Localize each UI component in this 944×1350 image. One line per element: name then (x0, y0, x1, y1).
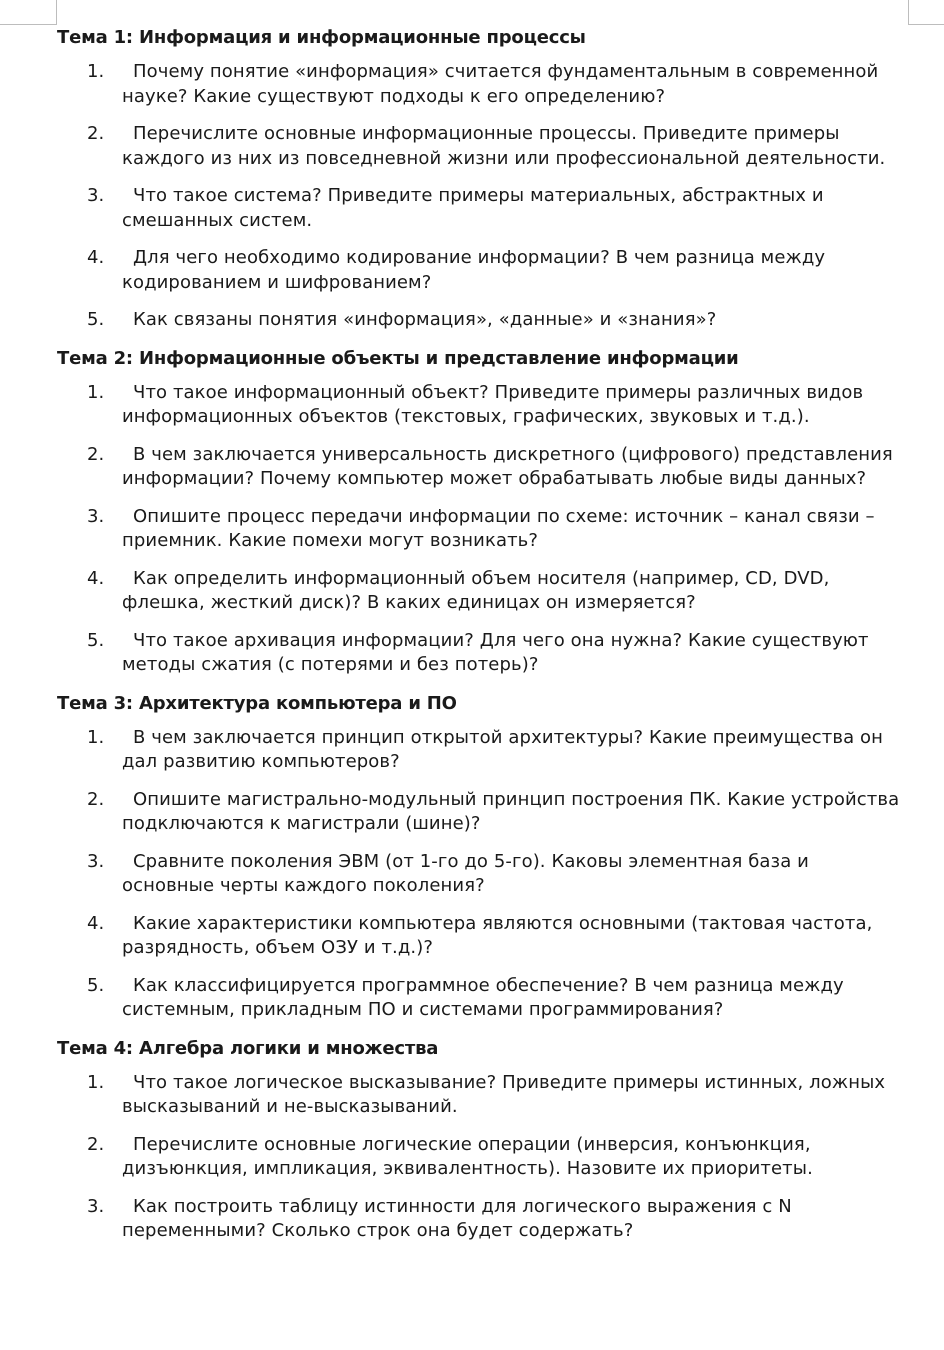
question-number: 5. (87, 309, 105, 330)
question-text: Перечислите основные логические операции (инверсия, конъюнкция, дизъюнкция, импликация, эквивалентность). Назовите их приоритеты. (122, 1133, 813, 1179)
question-item (57, 1071, 902, 1120)
section-title: Тема 2: Информационные объекты и представление информации (57, 347, 739, 369)
question-text: В чем заключается универсальность дискретного (цифрового) представления информации? Почему компьютер может обрабатывать любые виды данных? (122, 443, 893, 489)
question-text: Что такое система? Приведите примеры материальных, абстрактных и смешанных систем. (122, 185, 824, 231)
question-text: Опишите процесс передачи информации по схеме: источник – канал связи – приемник. Какие помехи могут возникать? (122, 505, 875, 551)
question-number: 3. (87, 505, 105, 527)
question-number: 4. (87, 567, 105, 589)
question-item (57, 443, 902, 492)
question-number: 3. (87, 850, 105, 872)
question-number: 3. (87, 185, 105, 206)
section-topic-3 (57, 691, 902, 1023)
question-number: 2. (87, 788, 105, 810)
question-number: 1. (87, 61, 105, 82)
question-text: Что такое логическое высказывание? Приведите примеры истинных, ложных высказываний и не-высказываний. (122, 1071, 886, 1117)
question-item (57, 246, 902, 295)
question-list (57, 60, 902, 333)
question-text: Какие характеристики компьютера являются основными (тактовая частота, разрядность, объем ОЗУ и т.д.)? (122, 912, 873, 958)
question-text: Сравните поколения ЭВМ (от 1-го до 5-го). Каковы элементная база и основные черты каждого поколения? (122, 850, 809, 896)
question-number: 3. (87, 1195, 105, 1217)
question-text: Перечислите основные информационные процессы. Приведите примеры каждого из них из повседневной жизни или профессиональной деятельности. (122, 123, 886, 169)
question-number: 5. (87, 974, 105, 996)
question-list (57, 1071, 902, 1244)
question-item (57, 567, 902, 616)
question-item (57, 381, 902, 430)
section-title: Тема 3: Архитектура компьютера и ПО (57, 692, 457, 714)
question-item (57, 974, 902, 1023)
question-item (57, 788, 902, 837)
question-number: 5. (87, 629, 105, 651)
question-text: Для чего необходимо кодирование информации? В чем разница между кодированием и шифрованием? (122, 247, 826, 293)
question-list (57, 726, 902, 1023)
question-list (57, 381, 902, 678)
question-number: 2. (87, 443, 105, 465)
question-number: 1. (87, 1071, 105, 1093)
section-topic-4 (57, 1036, 902, 1244)
question-text: Опишите магистрально-модульный принцип построения ПК. Какие устройства подключаются к магистрали (шине)? (122, 788, 900, 834)
question-number: 4. (87, 912, 105, 934)
crop-mark-top-right (908, 0, 944, 25)
question-item (57, 505, 902, 554)
question-number: 1. (87, 381, 105, 403)
question-item (57, 850, 902, 899)
section-title: Тема 4: Алгебра логики и множества (57, 1037, 439, 1059)
question-number: 4. (87, 247, 105, 268)
document-content (57, 25, 902, 1257)
question-text: Почему понятие «информация» считается фундаментальным в современной науке? Какие существуют подходы к его определению? (122, 61, 879, 107)
crop-mark-top-left (0, 0, 57, 25)
question-item (57, 60, 902, 109)
question-text: Что такое информационный объект? Приведите примеры различных видов информационных объектов (текстовых, графических, звуковых и т.д.). (122, 381, 864, 427)
question-number: 2. (87, 1133, 105, 1155)
question-text: Как связаны понятия «информация», «данные» и «знания»? (133, 309, 717, 330)
question-item (57, 1195, 902, 1244)
question-text: Как классифицируется программное обеспечение? В чем разница между системным, прикладным ПО и системами программирования? (122, 974, 844, 1020)
section-topic-1 (57, 25, 902, 333)
question-item (57, 726, 902, 775)
question-item (57, 1133, 902, 1182)
question-text: Как определить информационный объем носителя (например, CD, DVD, флешка, жесткий диск)? В каких единицах он измеряется? (122, 567, 830, 613)
section-title: Тема 1: Информация и информационные процессы (57, 27, 586, 48)
question-text: Как построить таблицу истинности для логического выражения с N переменными? Сколько строк она будет содержать? (122, 1195, 792, 1241)
question-item (57, 122, 902, 171)
question-item (57, 184, 902, 233)
section-topic-2 (57, 346, 902, 678)
question-item (57, 912, 902, 961)
question-text: В чем заключается принцип открытой архитектуры? Какие преимущества он дал развитию компьютеров? (122, 726, 884, 772)
question-number: 2. (87, 123, 105, 144)
question-item (57, 629, 902, 678)
question-number: 1. (87, 726, 105, 748)
question-item (57, 308, 902, 333)
question-text: Что такое архивация информации? Для чего она нужна? Какие существуют методы сжатия (с потерями и без потерь)? (122, 629, 869, 675)
